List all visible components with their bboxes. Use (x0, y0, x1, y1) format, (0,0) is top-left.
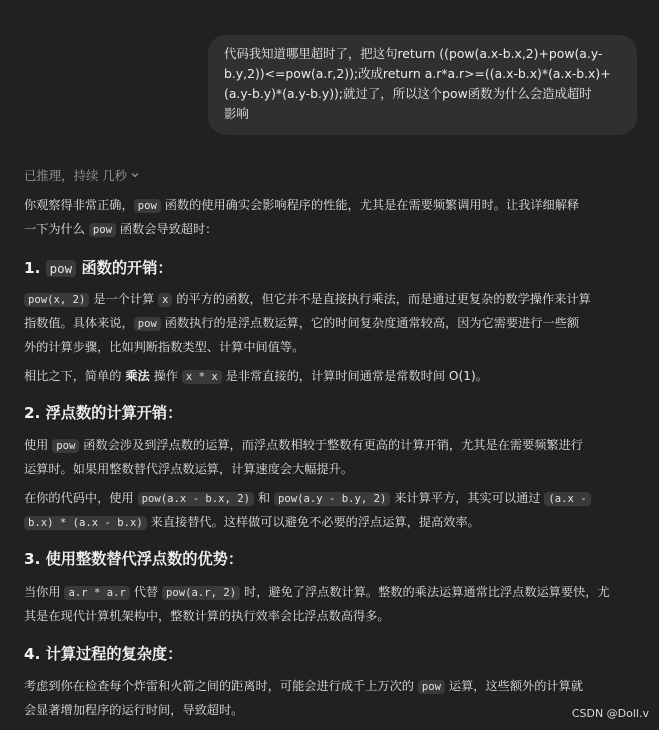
inline-code: (a.x - (544, 492, 590, 506)
intro-paragraph (24, 194, 579, 242)
section-heading: 1. pow 函数的开销： (24, 259, 173, 277)
text-line: 指数值。具体来说， pow 函数执行的是浮点数运算，它的时间复杂度通常较高，因为它需要进行一些额 (24, 316, 580, 330)
inline-code: pow(x, 2) (24, 293, 89, 307)
inline-code: pow (89, 223, 116, 237)
user-message-line: 代码我知道哪里超时了，把这句return ((pow(a.x-b.x,2)+pow(a.y- (224, 46, 603, 61)
text-line: 一下为什么 pow 函数会导致超时： (24, 222, 218, 236)
inline-code: pow (418, 680, 445, 694)
text-line: pow(x, 2) 是一个计算 x 的平方的函数，但它并不是直接执行乘法，而是通过更复杂的数学操作来计算 (24, 288, 591, 312)
inline-code: x * x (182, 370, 222, 384)
text-line: 当你用 a.r * a.r 代替 pow(a.r, 2) 时，避免了浮点数计算。整数的乘法运算通常比浮点数运算要快，尤 (24, 585, 610, 599)
section-heading: 3. 使用整数替代浮点数的优势： (24, 550, 244, 568)
inline-code: pow(a.y - b.y, 2) (274, 492, 390, 506)
inline-code: pow(a.x - b.x, 2) (138, 492, 254, 506)
text-line: b.x) * (a.x - b.x) 来直接替代。这样做可以避免不必要的浮点运算，提高效率。 (24, 511, 591, 535)
paragraph (24, 581, 610, 628)
inline-code: pow(a.r, 2) (162, 586, 240, 600)
inline-code: pow (134, 317, 161, 331)
user-message-line: b.y,2))<=pow(a.r,2));改成return a.r*a.r>=((a.x-b.x)*(a.x-b.x)+ (224, 66, 611, 81)
inline-code: b.x) * (a.x - b.x) (24, 516, 147, 530)
user-message-line: (a.y-b.y)*(a.y-b.y));就过了，所以这个pow函数为什么会造成超时 (224, 86, 592, 101)
reasoning-label: 已推理，持续 几秒 (24, 168, 128, 183)
paragraph (24, 675, 583, 722)
text-line: 你观察得非常正确， pow 函数的使用确实会影响程序的性能，尤其是在需要频繁调用时。让我详细解释 (24, 198, 580, 212)
inline-code: a.r * a.r (64, 586, 129, 600)
paragraph (24, 434, 583, 481)
text-line: 在你的代码中，使用 pow(a.x - b.x, 2) 和 pow(a.y - b.y, 2) 来计算平方，其实可以通过 (a.x - (24, 487, 591, 511)
text-line: 考虑到你在检查每个炸雷和火箭之间的距离时，可能会进行成千上万次的 pow 运算，这些额外的计算就 (24, 679, 583, 693)
user-message-bubble (208, 35, 637, 135)
inline-code: pow (134, 199, 161, 213)
inline-code: x (158, 293, 172, 307)
watermark: CSDN @Doll.v (571, 707, 649, 720)
inline-code: pow (46, 260, 77, 277)
text-line: 使用 pow 函数会涉及到浮点数的运算，而浮点数相较于整数有更高的计算开销，尤其是在需要频繁进行 (24, 438, 583, 452)
reasoning-toggle[interactable] (24, 166, 139, 184)
text-line: 相比之下，简单的 乘法 操作 x * x 是非常直接的，计算时间通常是常数时间 O(1)。 (24, 369, 488, 383)
text-line: 运算时。如果用整数替代浮点数运算，计算速度会大幅提升。 (24, 462, 354, 476)
text-line: 会显著增加程序的运行时间，导致超时。 (24, 703, 244, 717)
text-line: 其是在现代计算机架构中，整数计算的执行效率会比浮点数高得多。 (24, 609, 390, 623)
section-heading: 2. 浮点数的计算开销： (24, 404, 183, 422)
paragraph (24, 487, 591, 535)
inline-code: pow (52, 439, 79, 453)
paragraph (24, 288, 591, 359)
section-heading: 4. 计算过程的复杂度： (24, 645, 183, 663)
text-line: 外的计算步骤，比如判断指数类型、计算中间值等。 (24, 340, 305, 354)
chevron-down-icon (131, 171, 139, 179)
user-message-line: 影响 (224, 106, 249, 121)
paragraph (24, 365, 488, 389)
